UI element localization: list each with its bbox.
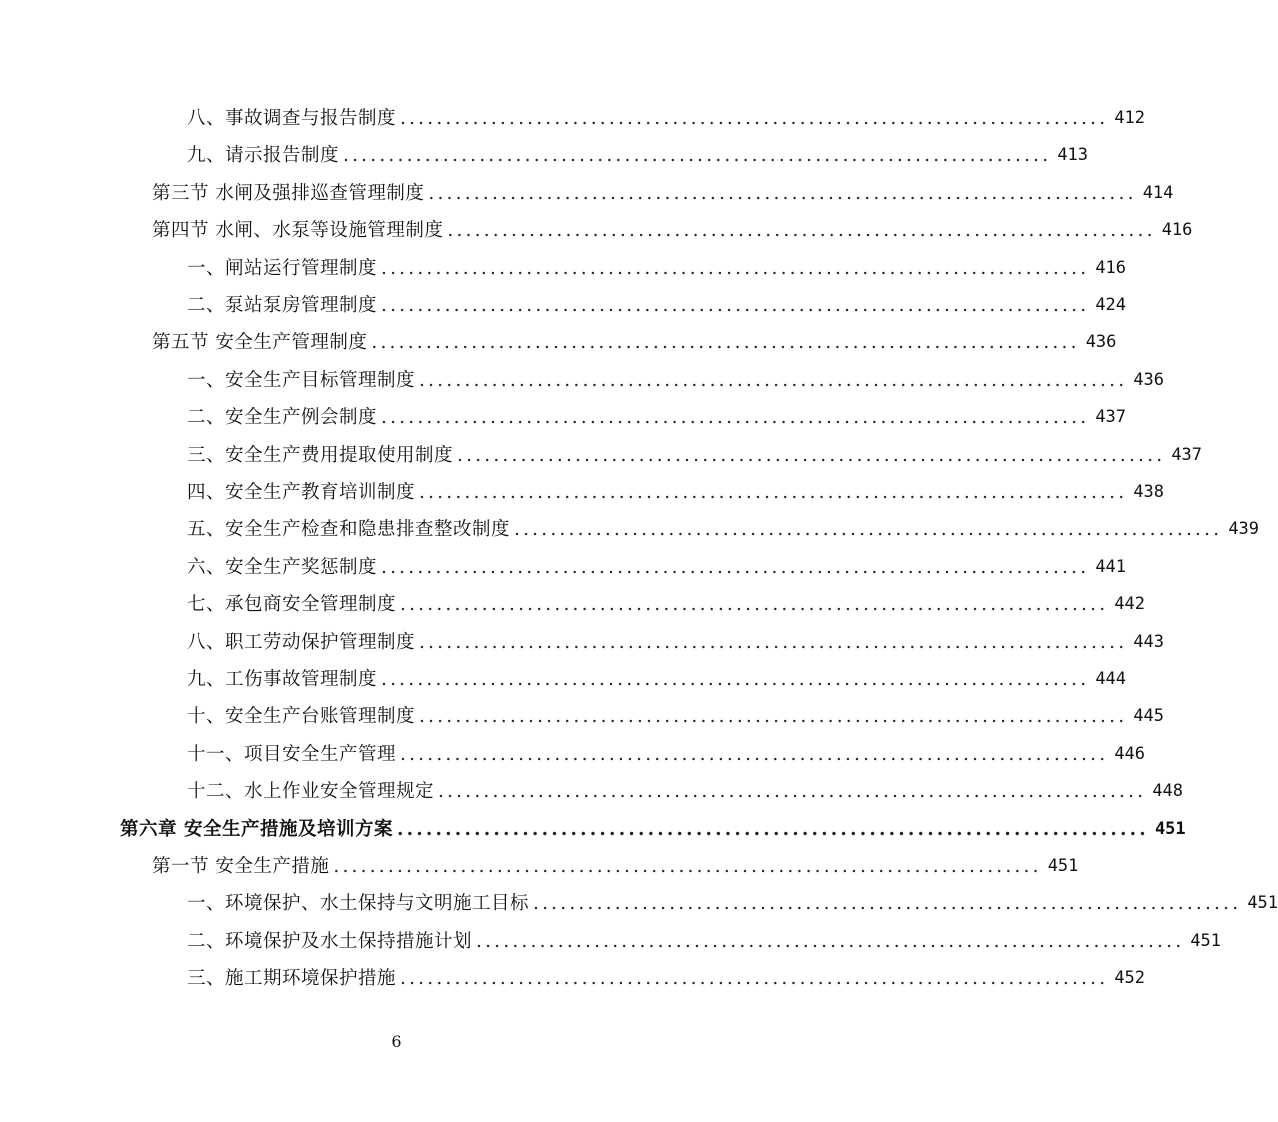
- toc-entry-title: 十、安全生产台账管理制度: [187, 706, 416, 728]
- toc-entry-page: 416: [1161, 220, 1193, 241]
- toc-entry[interactable]: [187, 624, 1165, 661]
- toc-entry-title: 八、职工劳动保护管理制度: [187, 631, 416, 653]
- toc-entry-page: 412: [1114, 108, 1146, 128]
- dot-leader: ..............................................................................: [381, 669, 1090, 690]
- toc-entry-title: 五、安全生产检查和隐患排查整改制度: [187, 519, 511, 541]
- toc-entry[interactable]: [152, 175, 1174, 212]
- toc-entry-page: 452: [1114, 968, 1146, 989]
- dot-leader: ..............................................................................: [400, 108, 1109, 129]
- toc-entry-title: 三、安全生产费用提取使用制度: [187, 444, 454, 466]
- dot-leader: ..............................................................................: [419, 482, 1128, 503]
- dot-leader: ..............................................................................: [428, 182, 1137, 204]
- dot-leader: ..............................................................................: [381, 295, 1090, 316]
- toc-entry[interactable]: [152, 324, 1117, 361]
- toc-entry-page: 451: [1247, 893, 1278, 914]
- toc-entry-page: 437: [1095, 407, 1127, 428]
- toc-entry-title: 二、安全生产例会制度: [187, 407, 378, 429]
- toc-entry-title: 第四节 水闸、水泵等设施管理制度: [152, 220, 444, 242]
- toc-entry-title: 九、请示报告制度: [187, 145, 340, 167]
- toc-entry-title: 九、工伤事故管理制度: [187, 669, 378, 690]
- dot-leader: ..............................................................................: [514, 519, 1223, 541]
- toc-entry-title: 三、施工期环境保护措施: [187, 968, 397, 990]
- toc-entry-title: 十一、项目安全生产管理: [187, 743, 397, 765]
- toc-entry-title: 二、环境保护及水土保持措施计划: [187, 930, 473, 952]
- dot-leader: ..............................................................................: [419, 706, 1128, 728]
- toc-entry-page: 441: [1095, 556, 1127, 577]
- toc-entry-title: 第一节 安全生产措施: [152, 856, 330, 877]
- toc-entry-title: 第三节 水闸及强排巡查管理制度: [152, 182, 425, 204]
- toc-entry-page: 444: [1095, 669, 1127, 689]
- toc-entry-title: 一、闸站运行管理制度: [187, 257, 378, 279]
- toc-entry-title: 第六章 安全生产措施及培训方案: [120, 818, 393, 840]
- dot-leader: ..............................................................................: [476, 930, 1185, 952]
- toc-entry[interactable]: [187, 885, 1278, 922]
- toc-entry-page: 424: [1095, 295, 1127, 315]
- dot-leader: ..............................................................................: [400, 594, 1109, 616]
- toc-entry-page: 446: [1114, 743, 1146, 764]
- toc-entry-page: 448: [1152, 781, 1184, 802]
- toc-entry[interactable]: [152, 848, 1079, 885]
- toc-entry-title: 十二、水上作业安全管理规定: [187, 781, 435, 803]
- toc-entry-page: 451: [1190, 930, 1222, 951]
- toc-entry[interactable]: [187, 960, 1146, 997]
- dot-leader: ..............................................................................: [533, 893, 1242, 915]
- toc-entry[interactable]: [187, 399, 1127, 436]
- toc-entry[interactable]: [187, 736, 1146, 773]
- toc-entry-page: 438: [1133, 482, 1165, 502]
- page-number: 6: [391, 1032, 402, 1051]
- toc-entry-page: 445: [1133, 706, 1165, 727]
- toc-entry[interactable]: [187, 474, 1165, 511]
- dot-leader: ..............................................................................: [400, 743, 1109, 765]
- toc-entry-page: 439: [1228, 519, 1260, 540]
- toc-entry[interactable]: [187, 698, 1165, 735]
- toc-entry-page: 451: [1047, 856, 1079, 876]
- toc-entry[interactable]: [187, 661, 1127, 698]
- toc-entry-page: 437: [1171, 444, 1203, 465]
- toc-chapter-entry[interactable]: [120, 811, 1186, 848]
- dot-leader: ..............................................................................: [419, 631, 1128, 653]
- dot-leader: ..............................................................................: [343, 145, 1052, 167]
- toc-entry[interactable]: [187, 250, 1127, 287]
- toc-entry-page: 416: [1095, 257, 1127, 278]
- toc-entry-page: 442: [1114, 594, 1146, 615]
- toc-entry-title: 一、安全生产目标管理制度: [187, 369, 416, 391]
- toc-entry[interactable]: [187, 773, 1184, 810]
- toc-entry[interactable]: [187, 549, 1127, 586]
- toc-entry-page: 451: [1154, 818, 1186, 839]
- toc-entry[interactable]: [187, 362, 1165, 399]
- toc-entry[interactable]: [187, 586, 1146, 623]
- dot-leader: ..............................................................................: [381, 407, 1090, 429]
- dot-leader: ..............................................................................: [438, 781, 1147, 803]
- toc-entry-title: 一、环境保护、水土保持与文明施工目标: [187, 893, 530, 915]
- toc-entry-page: 443: [1133, 631, 1165, 652]
- dot-leader: ..............................................................................: [371, 332, 1080, 354]
- dot-leader: ..............................................................................: [381, 556, 1090, 578]
- toc-entry-title: 八、事故调查与报告制度: [187, 108, 397, 129]
- toc-entry[interactable]: [152, 212, 1193, 249]
- toc-entry-title: 二、泵站泵房管理制度: [187, 295, 378, 316]
- toc-entry[interactable]: [187, 923, 1222, 960]
- dot-leader: ..............................................................................: [419, 369, 1128, 391]
- toc-entry[interactable]: [187, 137, 1089, 174]
- toc-entry-title: 第五节 安全生产管理制度: [152, 332, 368, 354]
- toc-entry-title: 六、安全生产奖惩制度: [187, 556, 378, 578]
- toc-entry[interactable]: [187, 511, 1260, 548]
- dot-leader: ..............................................................................: [400, 968, 1109, 990]
- toc-entry[interactable]: [187, 100, 1146, 137]
- toc-entry-title: 七、承包商安全管理制度: [187, 594, 397, 616]
- toc-entry-page: 436: [1085, 332, 1117, 353]
- dot-leader: ..............................................................................: [396, 818, 1149, 840]
- toc-entry[interactable]: [187, 437, 1203, 474]
- dot-leader: ..............................................................................: [447, 220, 1156, 242]
- dot-leader: ..............................................................................: [457, 444, 1166, 466]
- toc-entry[interactable]: [187, 287, 1127, 324]
- toc-entry-page: 436: [1133, 369, 1165, 390]
- toc-entry-page: 413: [1057, 145, 1089, 166]
- toc-entry-page: 414: [1142, 182, 1174, 203]
- dot-leader: ..............................................................................: [381, 257, 1090, 279]
- toc-entry-title: 四、安全生产教育培训制度: [187, 482, 416, 503]
- dot-leader: ..............................................................................: [333, 856, 1042, 877]
